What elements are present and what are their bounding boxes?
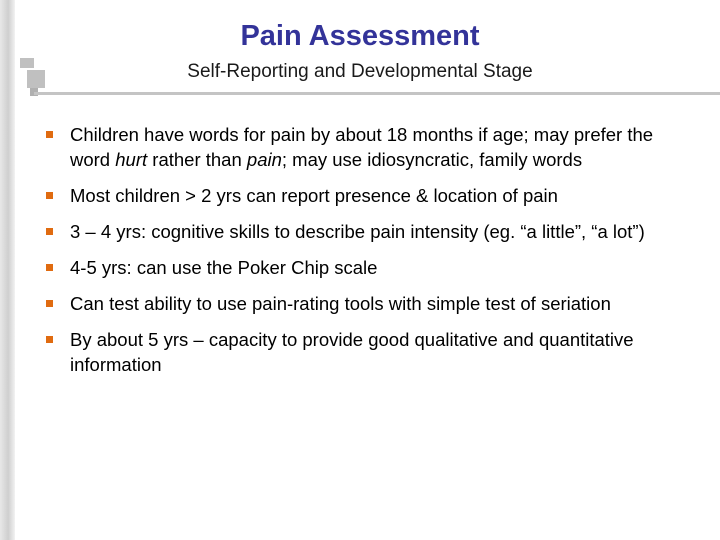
bullet-square-icon	[46, 264, 53, 271]
bullet-text: By about 5 yrs – capacity to provide good qualitative and quantitative information	[70, 329, 634, 375]
bullet-item	[46, 219, 666, 244]
bullet-text: Most children > 2 yrs can report presence & location of pain	[70, 185, 558, 206]
bullet-emphasis: pain	[246, 149, 282, 170]
bullet-item	[46, 291, 666, 316]
title-divider-line	[34, 92, 720, 95]
bullet-square-icon	[46, 228, 53, 235]
bullet-item	[46, 255, 666, 280]
bullet-text: 3 – 4 yrs: cognitive skills to describe pain intensity (eg. “a little”, “a lot”)	[70, 221, 645, 242]
bullet-square-icon	[46, 131, 53, 138]
bullet-text: ; may use idiosyncratic, family words	[281, 149, 583, 170]
bullet-emphasis: hurt	[115, 149, 148, 170]
bullet-text: rather than	[147, 149, 247, 170]
bullet-square-icon	[46, 192, 53, 199]
bullet-list	[46, 122, 666, 388]
slide-title: Pain Assessment	[240, 20, 480, 52]
bullet-text: Can test ability to use pain-rating tools with simple test of seriation	[70, 293, 611, 314]
bullet-item	[46, 122, 666, 172]
bullet-text: Children have words for pain by about 18 months if age; may prefer the word	[70, 124, 654, 170]
bullet-text: 4-5 yrs: can use the Poker Chip scale	[70, 257, 378, 278]
bullet-square-icon	[46, 300, 53, 307]
bullet-square-icon	[46, 336, 53, 343]
bullet-item	[46, 327, 666, 377]
bullet-item	[46, 183, 666, 208]
slide-subtitle: Self-Reporting and Developmental Stage	[187, 61, 533, 82]
